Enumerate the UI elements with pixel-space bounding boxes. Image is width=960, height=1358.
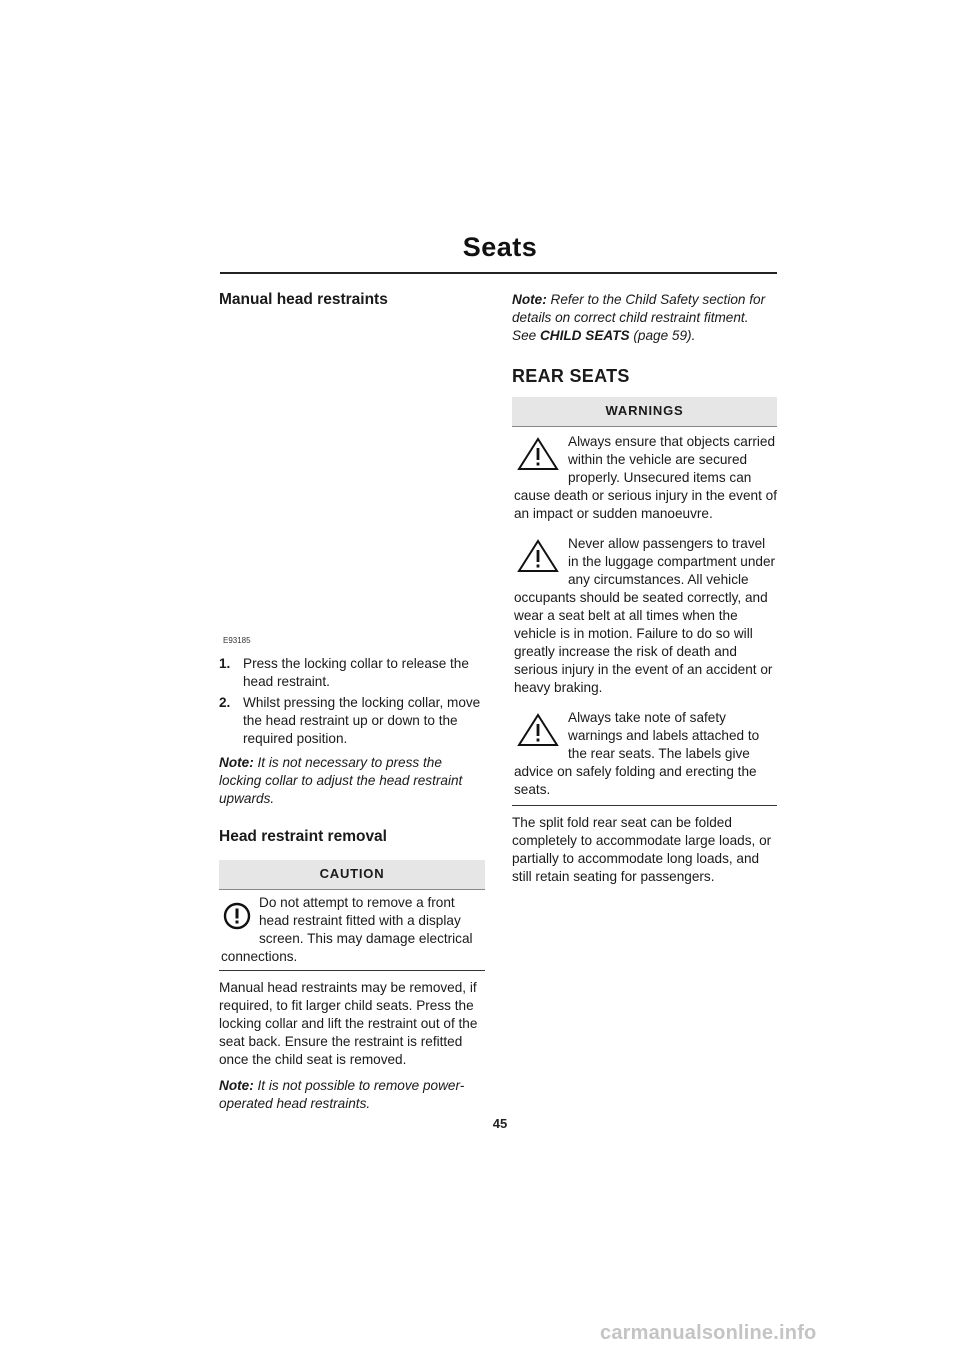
see-prefix: See <box>512 328 537 343</box>
left-column <box>219 291 485 1113</box>
removal-paragraph: Manual head restraints may be removed, if required, to fit larger child seats. Press the locking collar and lift the restraint out of the seat back. Ensure the restraint is refitted once the child seat is removed. <box>219 980 478 1067</box>
step-text: Press the locking collar to release the head restraint. <box>243 656 469 689</box>
section-heading-manual-head-restraints: Manual head restraints <box>219 291 388 308</box>
exclamation-circle-icon <box>223 902 251 930</box>
warning-triangle-icon <box>516 538 560 574</box>
note-adjust <box>219 754 485 808</box>
caution-text: Do not attempt to remove a front head restraint fitted with a display screen. This may damage electrical connections. <box>221 895 473 964</box>
note-label: Note: <box>512 292 547 307</box>
step-number: 1. <box>219 656 231 671</box>
steps-list <box>219 655 485 748</box>
warnings-title: WARNINGS <box>512 397 777 427</box>
warning-triangle-icon <box>516 436 560 472</box>
warning-triangle-icon <box>516 712 560 748</box>
note-power-operated <box>219 1077 485 1113</box>
right-column <box>512 291 777 886</box>
warning-item <box>512 703 777 805</box>
caution-item <box>219 890 485 970</box>
title-rule <box>220 272 777 274</box>
head-restraint-figure <box>219 309 485 647</box>
note-label: Note: <box>219 755 254 770</box>
caution-box <box>219 860 485 971</box>
page-title: Seats <box>462 232 538 262</box>
watermark-text: carmanualsonline.info <box>600 1322 817 1344</box>
see-page: (page 59). <box>633 328 696 343</box>
figure-label: E93185 <box>223 636 251 645</box>
note-text: It is not necessary to press the locking collar to adjust the head restraint upwards. <box>219 755 463 806</box>
step-number: 2. <box>219 695 231 710</box>
warning-item <box>512 529 777 703</box>
warning-item <box>512 427 777 529</box>
warning-text: Always ensure that objects carried within the vehicle are secured properly. Unsecured items can cause death or serious injury in the event of an impact or sudden manoeuvre. <box>514 434 777 521</box>
warning-text: Never allow passengers to travel in the luggage compartment under any circumstances. All vehicle occupants should be seated correctly, and wear a seat belt at all times when the vehicle is in motion. Failure to do so will greatly increase the risk of death and serious injury in the event of an accident or heavy braking. <box>514 536 776 695</box>
step-item <box>219 655 485 691</box>
page-number: 45 <box>492 1116 508 1131</box>
section-heading-head-restraint-removal: Head restraint removal <box>219 828 387 845</box>
caution-end-rule <box>219 970 485 971</box>
note-child-safety <box>512 291 777 345</box>
warnings-end-rule <box>512 805 777 806</box>
cross-reference-link[interactable]: CHILD SEATS <box>539 328 630 343</box>
caution-title: CAUTION <box>219 860 485 890</box>
note-text: Refer to the Child Safety section for details on correct child restraint fitment. <box>512 292 766 325</box>
note-text: It is not possible to remove power-operated head restraints. <box>219 1078 465 1111</box>
step-item <box>219 694 485 748</box>
rear-seat-paragraph: The split fold rear seat can be folded completely to accommodate large loads, or partially to accommodate long loads, and still retain seating for passengers. <box>512 815 772 884</box>
step-text: Whilst pressing the locking collar, move the head restraint up or down to the required position. <box>243 695 481 746</box>
section-heading-rear-seats: REAR SEATS <box>512 366 630 386</box>
warning-text: Always take note of safety warnings and labels attached to the rear seats. The labels give advice on safely folding and erecting the seats. <box>514 710 760 797</box>
warnings-box <box>512 397 777 806</box>
note-label: Note: <box>219 1078 254 1093</box>
